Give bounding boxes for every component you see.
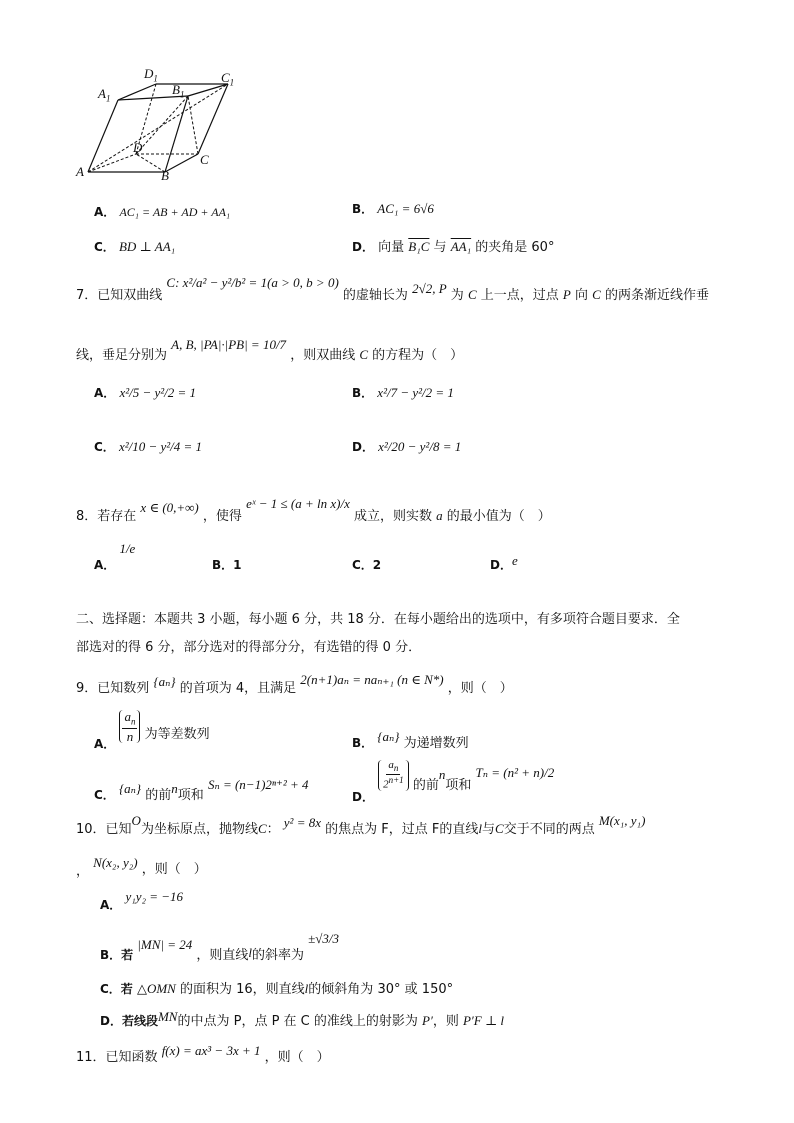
q7-option-b[interactable]: B． x²/7 − y²/2 = 1 bbox=[352, 385, 454, 400]
q10-option-d[interactable]: D．若线段MN的中点为 P，点 P 在 C 的准线上的射影为 P′，则 P′F ⊥ l bbox=[100, 1009, 505, 1029]
q6-option-a[interactable]: A． AC₁ = AB + AD + AA₁ bbox=[94, 205, 231, 219]
section2-line2: 部选对的得 6 分，部分选对的得部分分，有选错的得 0 分． bbox=[76, 640, 422, 655]
q8-option-d[interactable]: D．e bbox=[490, 553, 518, 572]
q8-option-c[interactable]: C．2 bbox=[352, 558, 382, 572]
q9-stem: 9．已知数列 {aₙ} 的首项为 4，且满足 2(n+1)aₙ = naₙ₊₁ (n ∈ N*) ，则（ ） bbox=[76, 672, 513, 696]
label-C: C bbox=[200, 152, 209, 167]
label-C1: $C_1$ bbox=[221, 70, 235, 88]
q10-option-c[interactable]: C．若 △OMN 的面积为 16，则直线l的倾斜角为 30° 或 150° bbox=[100, 981, 454, 997]
q10-stem-line2: ， N(x₂, y₂) ，则（ ） bbox=[76, 855, 207, 879]
q9-option-b[interactable]: B． {aₙ} 为递增数列 bbox=[352, 729, 469, 751]
q10-option-a[interactable]: A． y₁y₂ = −16 bbox=[100, 889, 184, 912]
q8-option-b[interactable]: B．1 bbox=[212, 558, 242, 572]
q9-option-a[interactable]: A． $\frac{a_n}{n}$ 为等差数列 bbox=[94, 709, 210, 751]
q6-option-b[interactable]: B． AC₁ = 6√6 bbox=[352, 201, 434, 216]
q8-stem: 8．若存在 x ∈ (0,+∞) ，使得 eˣ − 1 ≤ (a + ln x)/x 成立，则实数 a 的最小值为（ ） bbox=[76, 496, 551, 524]
label-A: A bbox=[76, 164, 84, 179]
q6-option-d[interactable]: D． 向量 B₁C 与 AA₁ 的夹角是 60° bbox=[352, 239, 555, 255]
q7-stem-line2: 线，垂足分别为 A, B, |PA|·|PB| = 10/7 ，则双曲线 C 的方程为（ ） bbox=[76, 337, 464, 363]
q7-option-a[interactable]: A． x²/5 − y²/2 = 1 bbox=[94, 385, 197, 400]
section2-line1: 二、选择题：本题共 3 小题，每小题 6 分，共 18 分．在每小题给出的选项中，有多项符合题目要求．全 bbox=[76, 612, 680, 627]
q10-stem-line1: 10．已知O为坐标原点，抛物线C： y² = 8x 的焦点为 F，过点 F的直线l与C交于不同的两点 M(x₁, y₁) bbox=[76, 813, 646, 837]
label-B1: $B_1$ bbox=[172, 82, 185, 100]
q11-stem: 11．已知函数 f(x) = ax³ − 3x + 1 ，则（ ） bbox=[76, 1043, 330, 1065]
label-D1: $D_1$ bbox=[144, 66, 158, 84]
q9-option-c[interactable]: C． {aₙ} 的前n项和 Sₙ = (n−1)2ⁿ⁺² + 4 bbox=[94, 777, 309, 803]
q10-option-b[interactable]: B．若 |MN| = 24 ，则直线l的斜率为 ±√3/3 bbox=[100, 931, 340, 963]
label-B: B bbox=[161, 168, 169, 183]
q9-option-d[interactable]: D． $\frac{a_n}{2^{n+1}}$ 的前n项和 Tₙ = (n² + n)/2 bbox=[352, 759, 555, 804]
label-A1: $A_1$ bbox=[98, 86, 111, 104]
q6-option-c[interactable]: C． BD ⊥ AA₁ bbox=[94, 239, 176, 254]
q7-option-d[interactable]: D． x²/20 − y²/8 = 1 bbox=[352, 439, 462, 454]
q7-option-c[interactable]: C． x²/10 − y²/4 = 1 bbox=[94, 439, 203, 454]
q8-option-a[interactable]: A． 1/e bbox=[94, 541, 136, 572]
label-D: D bbox=[133, 140, 143, 155]
q7-stem-line1: 7．已知双曲线 C: x²/a² − y²/b² = 1(a > 0, b > 0) 的虚轴长为 2√2, P 为 C 上一点，过点 P 向 C 的两条渐近线作垂 bbox=[76, 275, 709, 303]
